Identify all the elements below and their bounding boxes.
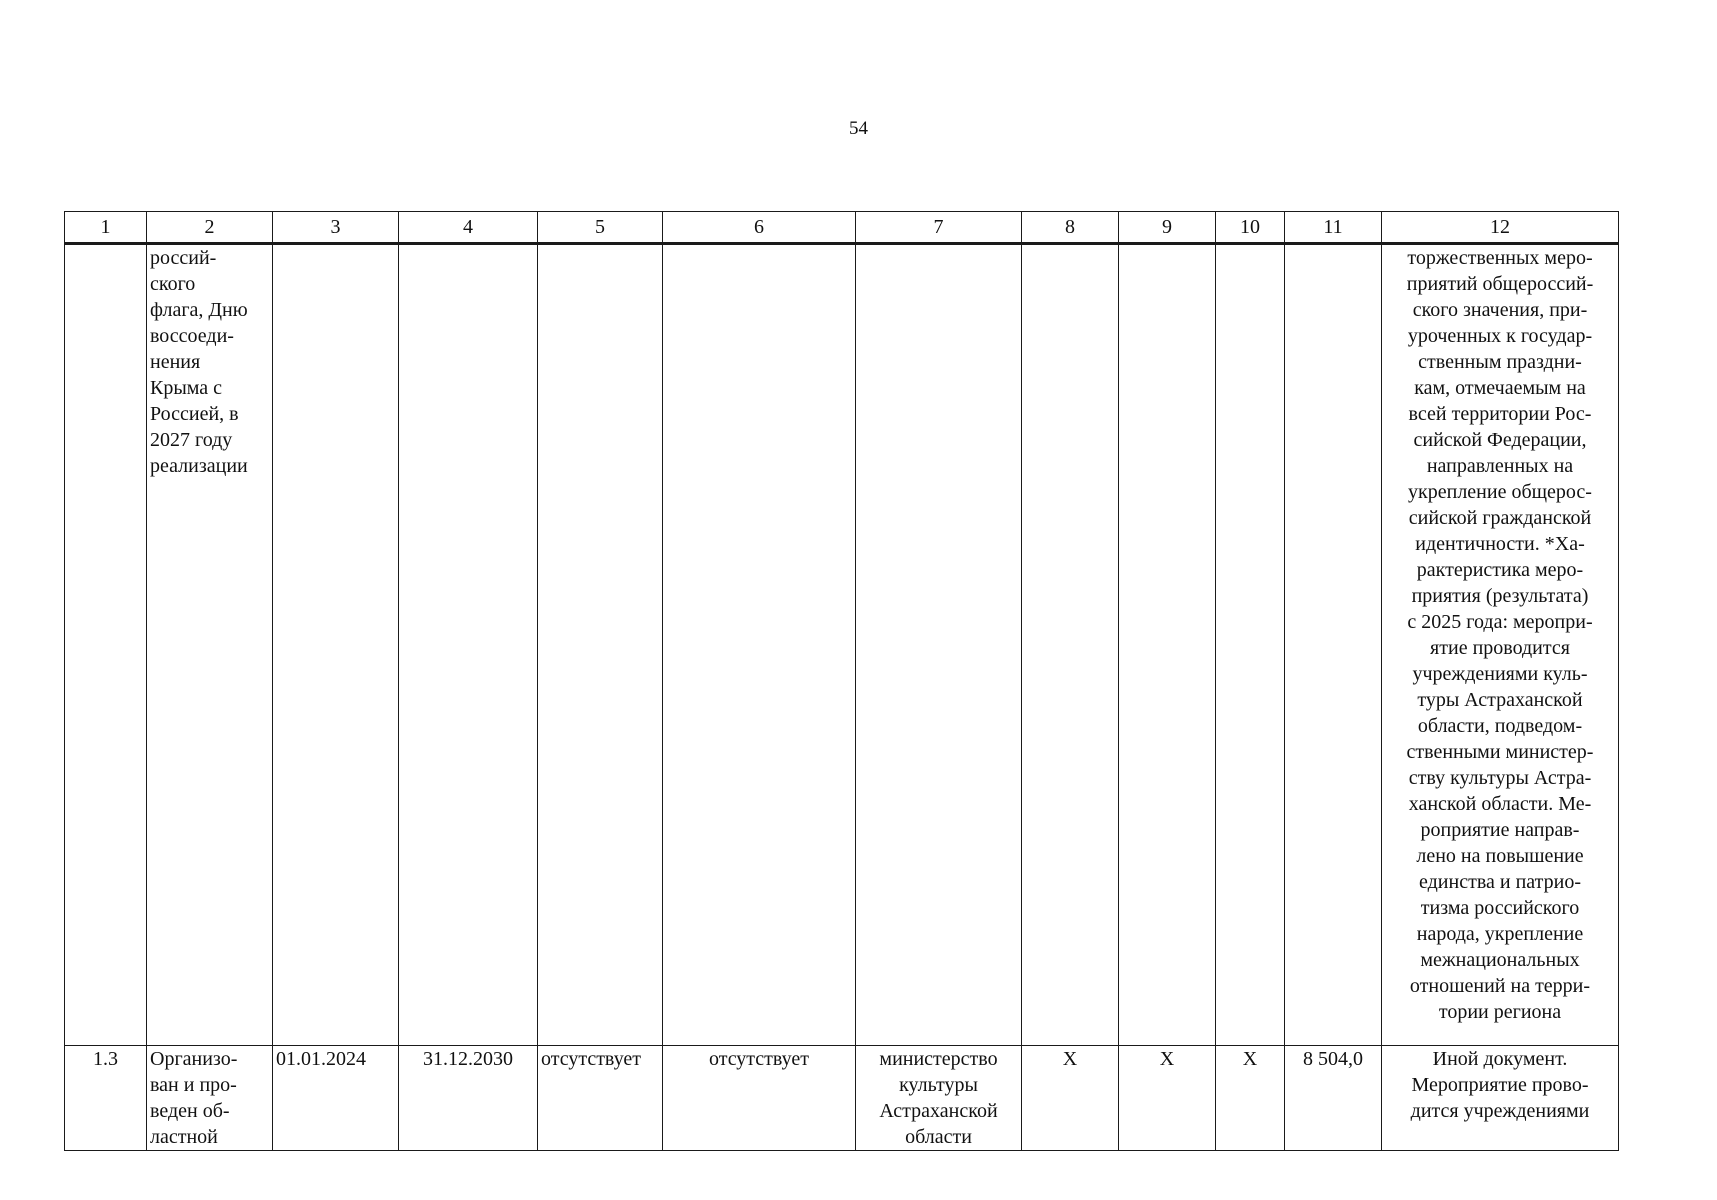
cell-col5: отсутствует bbox=[538, 1046, 663, 1151]
cell-number: 1.3 bbox=[65, 1046, 147, 1151]
cell-characteristic: Иной документ. Мероприятие прово- дится учреждениями bbox=[1382, 1046, 1619, 1151]
page-number: 54 bbox=[849, 118, 868, 139]
cell-responsible bbox=[856, 244, 1022, 1046]
cell-col6 bbox=[663, 244, 856, 1046]
column-header-10: 10 bbox=[1216, 212, 1285, 244]
cell-event-name: россий- ского флага, Дню воссоеди- нения Крыма с Россией, в 2027 году реализации bbox=[147, 244, 273, 1046]
cell-end-date: 31.12.2030 bbox=[399, 1046, 538, 1151]
document-table bbox=[64, 211, 1619, 1151]
cell-start-date: 01.01.2024 bbox=[273, 1046, 399, 1151]
cell-amount: 8 504,0 bbox=[1285, 1046, 1382, 1151]
table-row-1-3 bbox=[65, 1046, 1619, 1151]
cell-number bbox=[65, 244, 147, 1046]
cell-col10: Х bbox=[1216, 1046, 1285, 1151]
cell-col8: Х bbox=[1022, 1046, 1119, 1151]
column-header-6: 6 bbox=[663, 212, 856, 244]
column-header-11: 11 bbox=[1285, 212, 1382, 244]
cell-characteristic: торжественных меро- приятий общероссий- ского значения, при- уроченных к государ- ственным праздни- кам, отмечаемым на всей территории Рос- сийской Федерации, направленных на укрепление общерос- сийской гражданской идентичности. *Ха- рактеристика меро- приятия (результата) с 2025 года: меропри- ятие проводится учреждениями куль- туры Астраханской области, подведом- ственными министер- ству культуры Астра- ханской области. Ме- роприятие направ- лено на повышение единства и патрио- тизма российского народа, укрепление межнациональных отношений на терри- тории региона bbox=[1382, 244, 1619, 1046]
cell-col8 bbox=[1022, 244, 1119, 1046]
column-header-1: 1 bbox=[65, 212, 147, 244]
cell-col5 bbox=[538, 244, 663, 1046]
cell-col9: Х bbox=[1119, 1046, 1216, 1151]
cell-end-date bbox=[399, 244, 538, 1046]
cell-col9 bbox=[1119, 244, 1216, 1046]
cell-start-date bbox=[273, 244, 399, 1046]
table-header-row bbox=[65, 212, 1619, 244]
column-header-4: 4 bbox=[399, 212, 538, 244]
cell-col10 bbox=[1216, 244, 1285, 1046]
column-header-9: 9 bbox=[1119, 212, 1216, 244]
cell-col6: отсутствует bbox=[663, 1046, 856, 1151]
table-row-continuation bbox=[65, 244, 1619, 1046]
column-header-12: 12 bbox=[1382, 212, 1619, 244]
column-header-7: 7 bbox=[856, 212, 1022, 244]
cell-event-name: Организо- ван и про- веден об- ластной bbox=[147, 1046, 273, 1151]
column-header-5: 5 bbox=[538, 212, 663, 244]
cell-amount bbox=[1285, 244, 1382, 1046]
column-header-8: 8 bbox=[1022, 212, 1119, 244]
column-header-2: 2 bbox=[147, 212, 273, 244]
column-header-3: 3 bbox=[273, 212, 399, 244]
cell-responsible: министерство культуры Астраханской области bbox=[856, 1046, 1022, 1151]
